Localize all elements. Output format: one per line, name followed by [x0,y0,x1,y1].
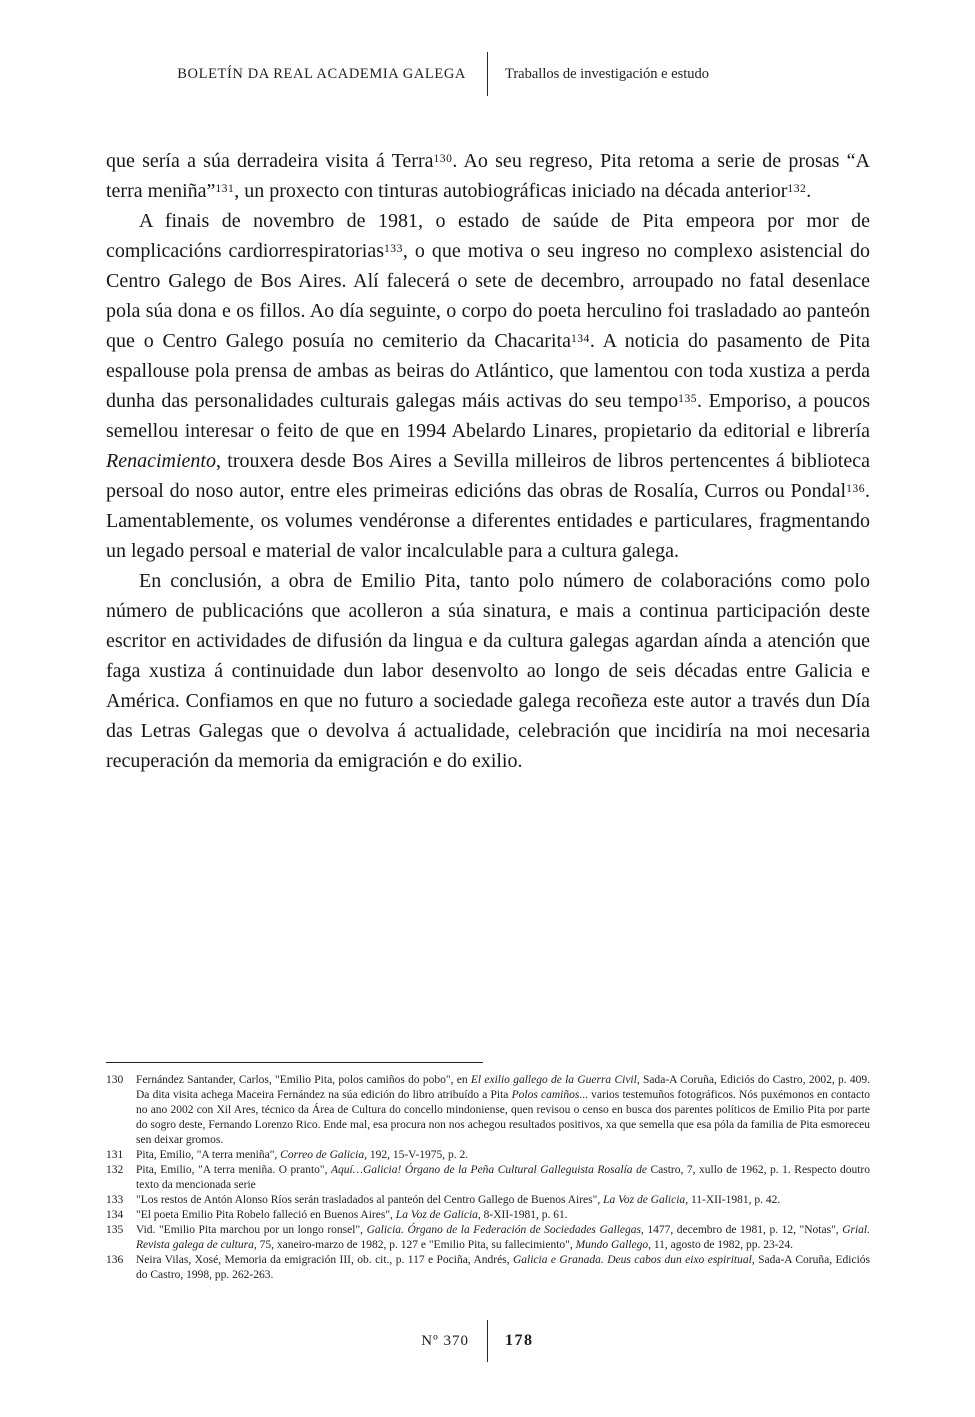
footnote-text: Neira Vilas, Xosé, Memoria da emigración III, ob. cit., p. 117 e Pociña, Andrés, Galicia e Granada. Deus cabos dun eixo espiritual, Sada-A Coruña, Ediciós do Castro, 1998, pp. 262-263. [136,1254,870,1281]
issue-number: Nº 370 [421,1333,469,1349]
footnote-text: Pita, Emilio, "A terra meniña. O pranto", Aquí…Galicia! Órgano de la Peña Cultural Galleguista Rosalía de Castro, 7, xullo de 1962, p. 1. Respecto doutro texto da mencionada serie [136,1164,870,1191]
section-title: Traballos de investigación e estudo [505,65,710,82]
footnote-item [106,1073,870,1148]
running-head [106,52,870,96]
footnote-item [106,1253,870,1283]
footnote-item [106,1148,870,1163]
footnote-separator [106,1062,483,1063]
page-footer [0,1320,975,1362]
footnotes-list [106,1073,870,1283]
paragraph: A finais de novembro de 1981, o estado de saúde de Pita empeora por mor de complicacións cardiorrespiratorias$^{133}$, o que motiva o seu ingreso no complexo asistencial do Centro Galego de Bos Aires. Alí falecerá o sete de decembro, arroupado no fatal desenlace pola súa dona e os fillos. Ao día seguinte, o corpo do poeta herculino foi trasladado ao panteón que o Centro Galego posuía no cemiterio da Chacarita$^{134}$. A noticia do pasamento de Pita espallouse pola prensa de ambas as beiras do Atlántico, que lamentou con toda xustiza a perda dunha das personalidades culturais galegas máis activas do seu tempo$^{135}$. Emporiso, a poucos semellou interesar o feito de que en 1994 Abelardo Linares, propietario da editorial e librería Renacimiento, trouxera desde Bos Aires a Sevilla milleiros de libros pertencentes á biblioteca persoal do noso autor, entre eles primeiras edicións das obras de Rosalía, Curros ou Pondal$^{136}$. Lamentablemente, os volumes vendéronse a diferentes entidades e particulares, fragmentando un legado persoal e material de valor incalculable para a cultura galega. [106,210,871,562]
page-number: 178 [505,1332,534,1349]
footnote-number: 134 [106,1209,124,1221]
article-body [106,146,870,776]
journal-title: BOLETÍN DA REAL ACADEMIA GALEGA [177,65,466,82]
footnote-number: 131 [106,1149,124,1161]
footnote-text: Vid. "Emilio Pita marchou por un longo ronsel", Galicia. Órgano de la Federación de Sociedades Gallegas, 1477, decembro de 1981, p. 12, "Notas", Grial. Revista galega de cultura, 75, xaneiro-marzo de 1982, p. 127 e "Emilio Pita, su fallecimiento", Mundo Gallego, 11, agosto de 1982, pp. 23-24. [136,1224,870,1251]
footnote-item [106,1208,870,1223]
footnote-item [106,1223,870,1253]
footnote-number: 132 [106,1164,124,1176]
footer-divider [487,1320,488,1362]
footnote-number: 133 [106,1194,124,1206]
footnote-number: 130 [106,1074,124,1086]
footnote-text: Fernández Santander, Carlos, "Emilio Pita, polos camiños do pobo", en El exilio gallego de la Guerra Civil, Sada-A Coruña, Ediciós do Castro, 2002, p. 409. Da dita visita achega Maceira Fernández na súa edición do libro atribuído a Pita Polos camiños... varios testemuños fotográficos. Nós puxémonos en contacto no ano 2002 con Xil Ares, técnico da Área de Cultura do concello mindoniense, quen revisou o censo en busca dos parentes políticos de Emilio Pita por parte do sogro deste, Fernando Lorenzo Rico. Ende mal, esa procura non nos achegou resultados positivos, xa que semella que esa póla da familia de Pita esmoreceu sen deixar gromos. [136,1074,871,1146]
footnote-number: 135 [106,1224,124,1236]
footnote-number: 136 [106,1254,124,1266]
footnote-text: "Los restos de Antón Alonso Ríos serán trasladados al panteón del Centro Gallego de Buenos Aires", La Voz de Galicia, 11-XII-1981, p. 42. [136,1194,781,1206]
footnote-item [106,1193,870,1208]
paragraph: que sería a súa derradeira visita á Terra$^{130}$. Ao seu regreso, Pita retoma a serie de prosas “A terra meniña”$^{131}$, un proxecto con tinturas autobiográficas iniciado na década anterior$^{132}$. [106,150,870,202]
paragraph: En conclusión, a obra de Emilio Pita, tanto polo número de colaboracións como polo número de publicacións que acolleron a súa sinatura, e mais a continua participación deste escritor en actividades de difusión da lingua e da cultura galegas agardan aínda a atención que faga xustiza á continuidade dun labor desenvolto ao longo de seis décadas entre Galicia e América. Confiamos en que no futuro a sociedade galega recoñeza este autor a través dun Día das Letras Galegas que o devolva á actualidade, celebración que incidiría na moi necesaria recuperación da memoria da emigración e do exilio. [106,570,870,772]
footnote-item [106,1163,870,1193]
footnote-text: Pita, Emilio, "A terra meniña", Correo de Galicia, 192, 15-V-1975, p. 2. [136,1149,469,1161]
footnote-text: "El poeta Emilio Pita Robelo falleció en Buenos Aires", La Voz de Galicia, 8-XII-1981, p. 61. [136,1209,568,1221]
